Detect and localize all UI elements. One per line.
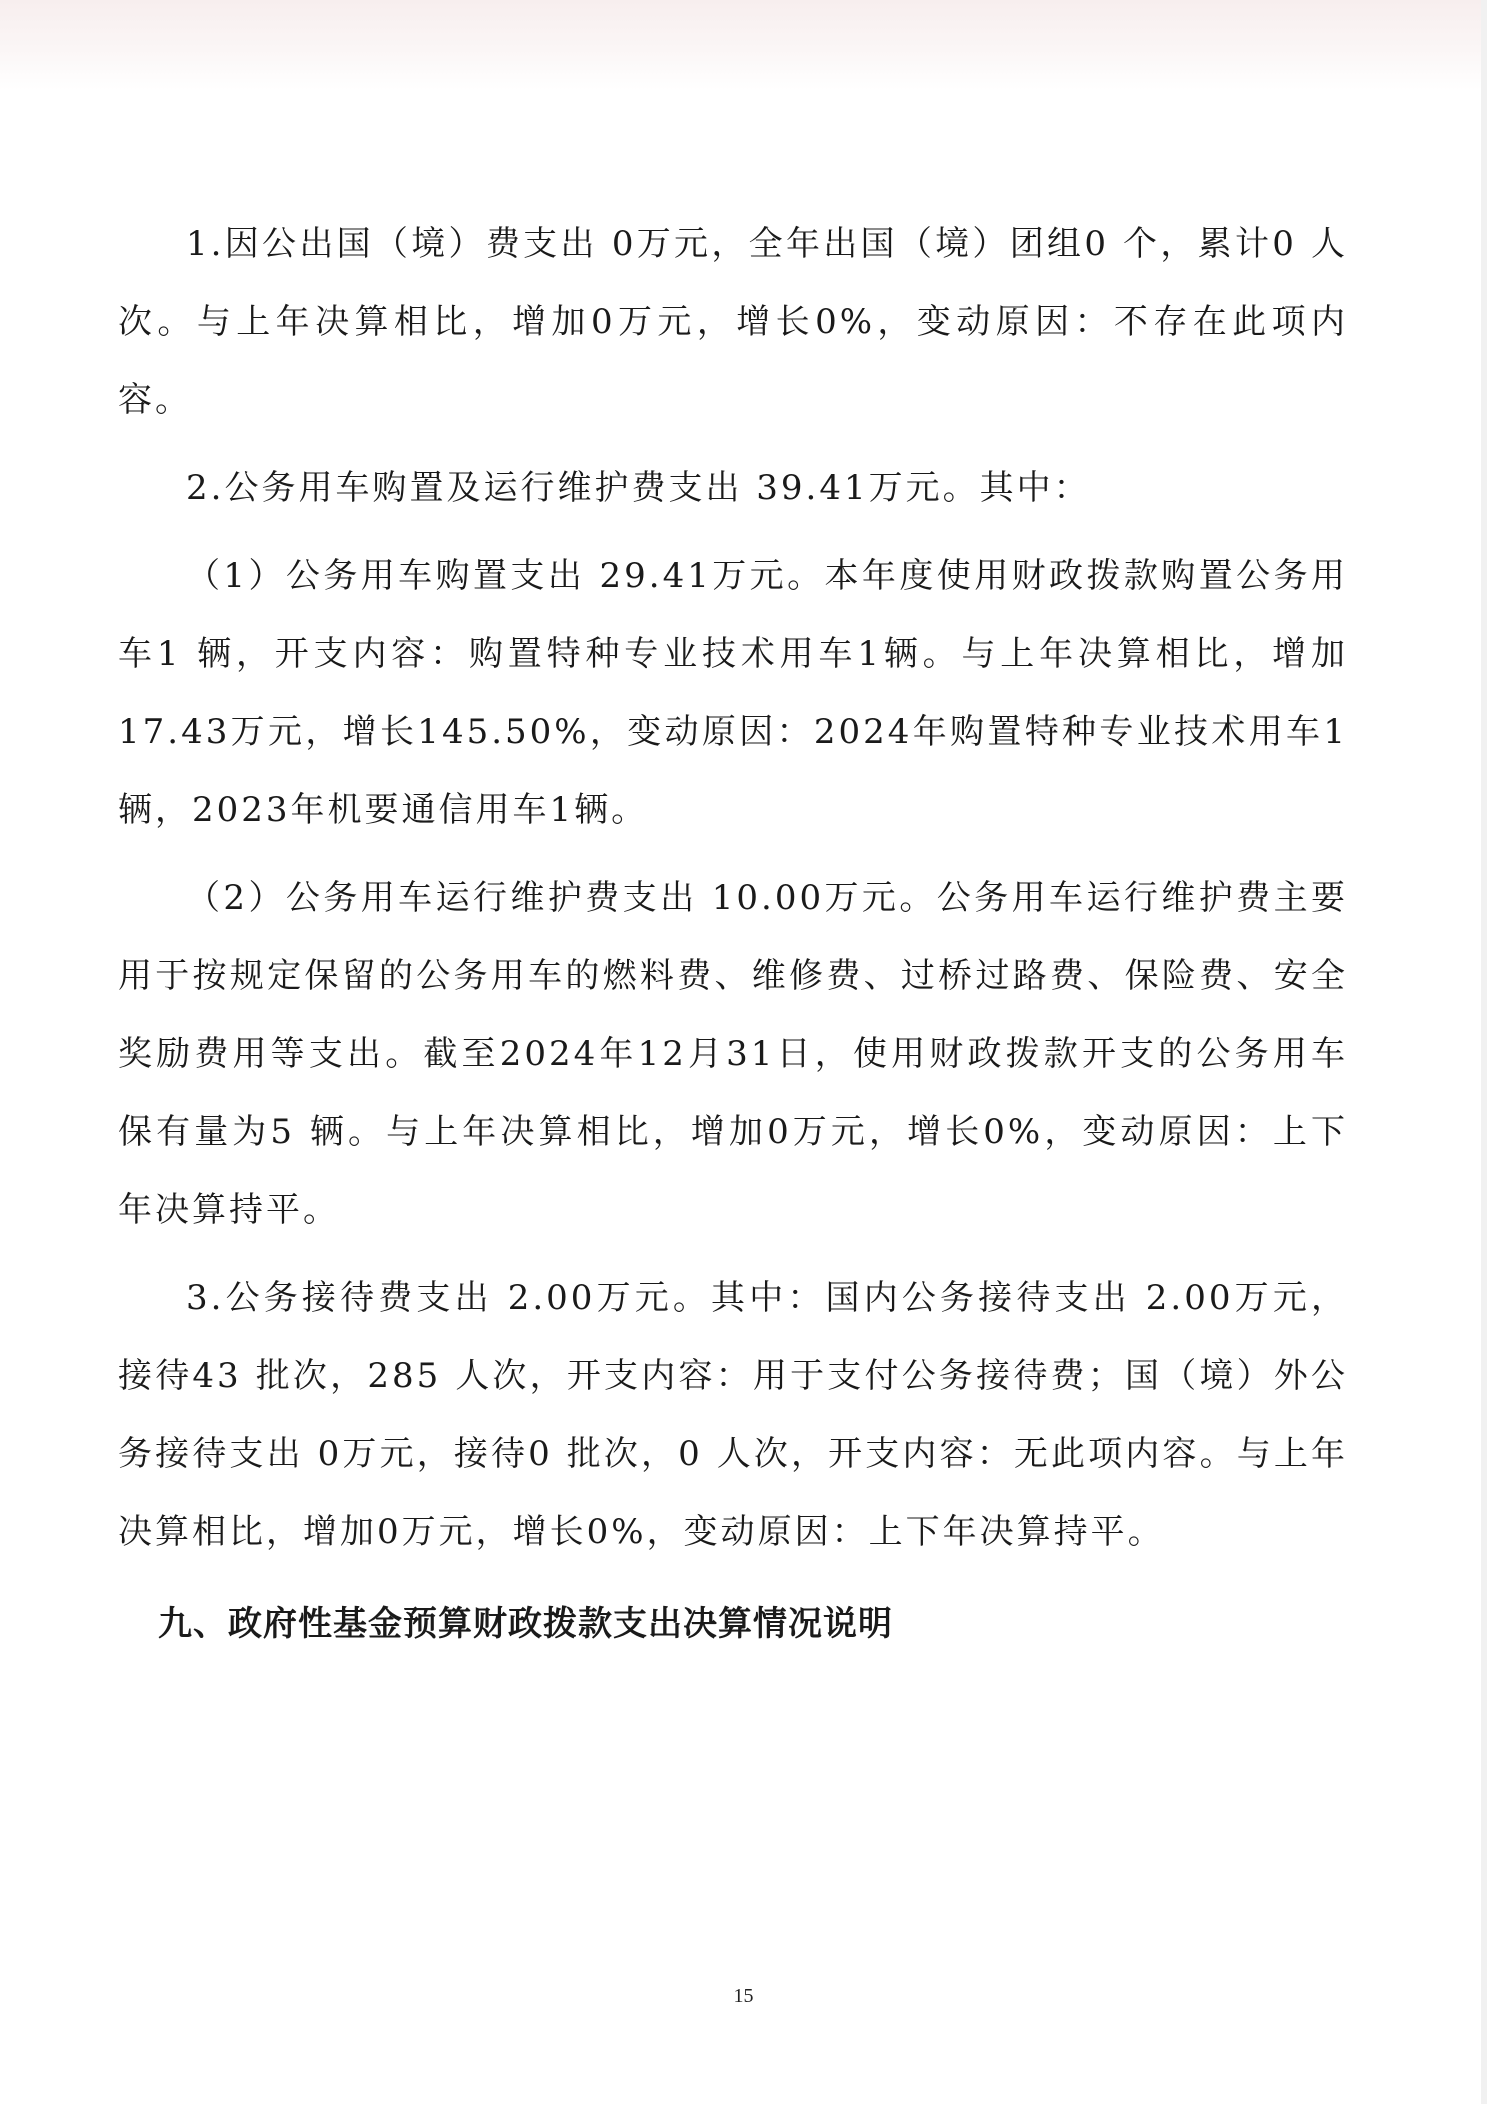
document-body bbox=[118, 205, 1348, 1663]
scan-right-edge bbox=[1481, 0, 1487, 2104]
paragraph-vehicle-total: 2.公务用车购置及运行维护费支出 39.41万元。其中： bbox=[186, 468, 1091, 508]
paragraph-overseas-travel: 1.因公出国（境）费支出 0万元，全年出国（境）团组0 个，累计0 人次。与上年决算相比，增加0万元，增长0%，变动原因：不存在此项内容。 bbox=[118, 224, 1348, 420]
paragraph-reception: 3.公务接待费支出 2.00万元。其中：国内公务接待支出 2.00万元，接待43 批次，285 人次，开支内容：用于支付公务接待费；国（境）外公务接待支出 0万元，接待0 批次，0 人次，开支内容：无此项内容。与上年决算相比，增加0万元，增长0%，变动原因：上下年决算持平。 bbox=[118, 1278, 1348, 1552]
paragraph-vehicle-maintenance: （2）公务用车运行维护费支出 10.00万元。公务用车运行维护费主要用于按规定保留的公务用车的燃料费、维修费、过桥过路费、保险费、安全奖励费用等支出。截至2024年12月31日，使用财政拨款开支的公务用车保有量为5 辆。与上年决算相比，增加0万元，增长0%，变动原因：上下年决算持平。 bbox=[118, 878, 1348, 1230]
scan-top-tint bbox=[0, 0, 1487, 90]
paragraph-vehicle-purchase: （1）公务用车购置支出 29.41万元。本年度使用财政拨款购置公务用车1 辆，开支内容：购置特种专业技术用车1辆。与上年决算相比，增加17.43万元，增长145.50%，变动原因：2024年购置特种专业技术用车1辆，2023年机要通信用车1辆。 bbox=[118, 556, 1348, 830]
page-number: 15 bbox=[733, 1985, 754, 2007]
section-heading: 九、政府性基金预算财政拨款支出决算情况说明 bbox=[158, 1604, 893, 1644]
